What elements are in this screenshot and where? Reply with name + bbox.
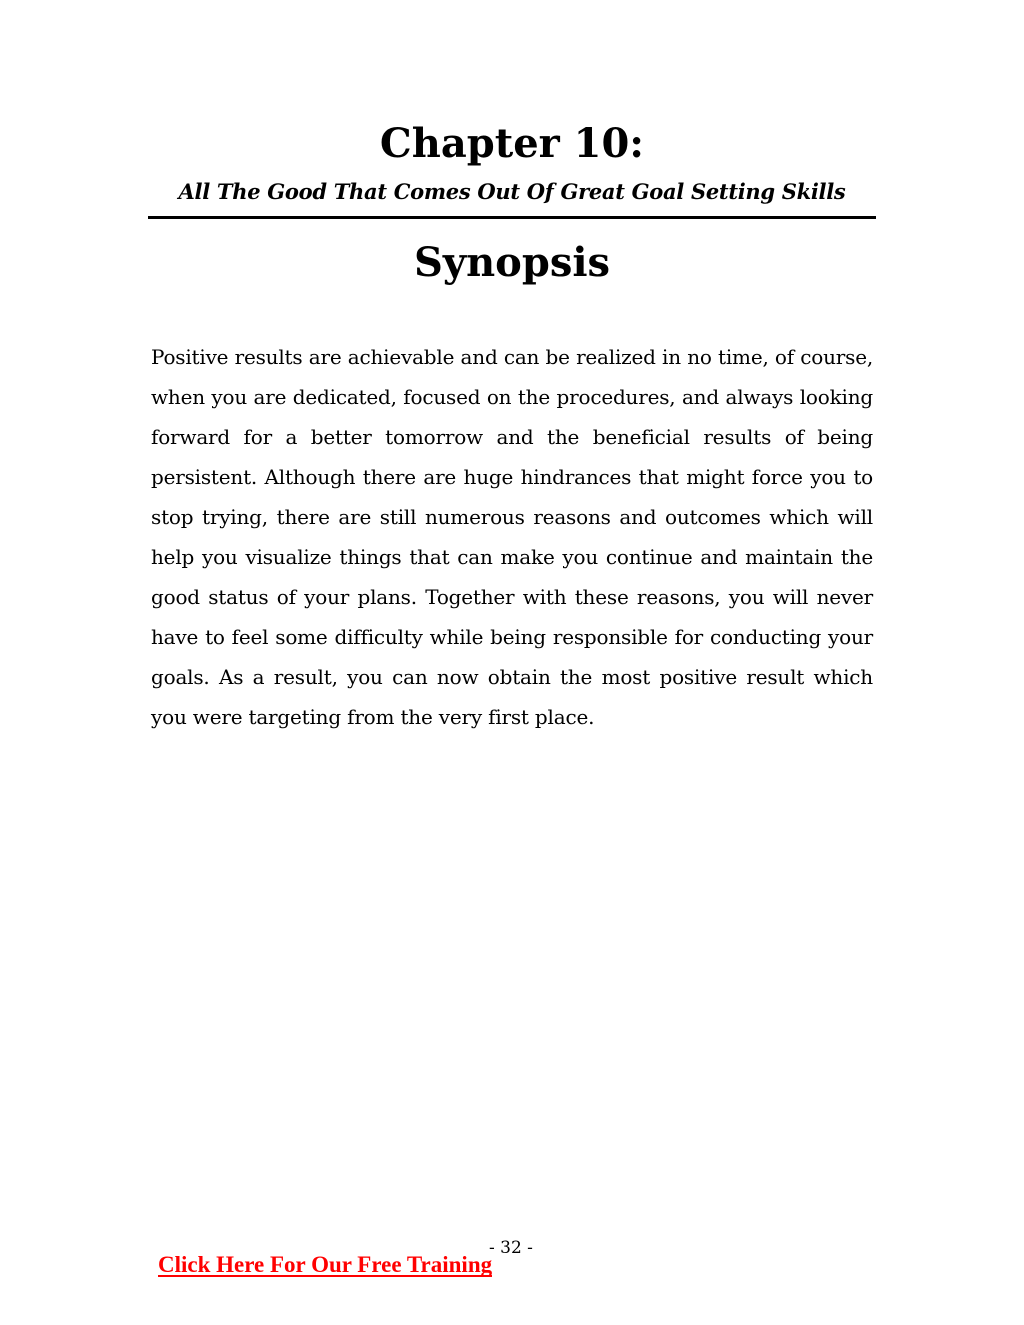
title-divider [148,216,876,219]
chapter-title: Chapter 10: [379,120,645,167]
page-number: - 32 - [489,1238,533,1258]
free-training-link[interactable]: Click Here For Our Free Training [158,1252,493,1277]
chapter-subtitle: All The Good That Comes Out Of Great Goal Setting Skills [178,179,846,204]
section-heading: Synopsis [413,239,611,286]
synopsis-paragraph: Positive results are achievable and can be realized in no time, of course, when you are dedicated, focused on the procedures, and always looking forward for a better tomorrow and the beneficial results of being persistent. Although there are huge hindrances that might force you to stop trying, there are still numerous reasons and outcomes which will help you visualize things that can make you continue and maintain the good status of your plans. Together with these reasons, you will never have to feel some difficulty while being responsible for conducting your goals. As a result, you can now obtain the most positive result which you were targeting from the very first place. [151,345,873,729]
